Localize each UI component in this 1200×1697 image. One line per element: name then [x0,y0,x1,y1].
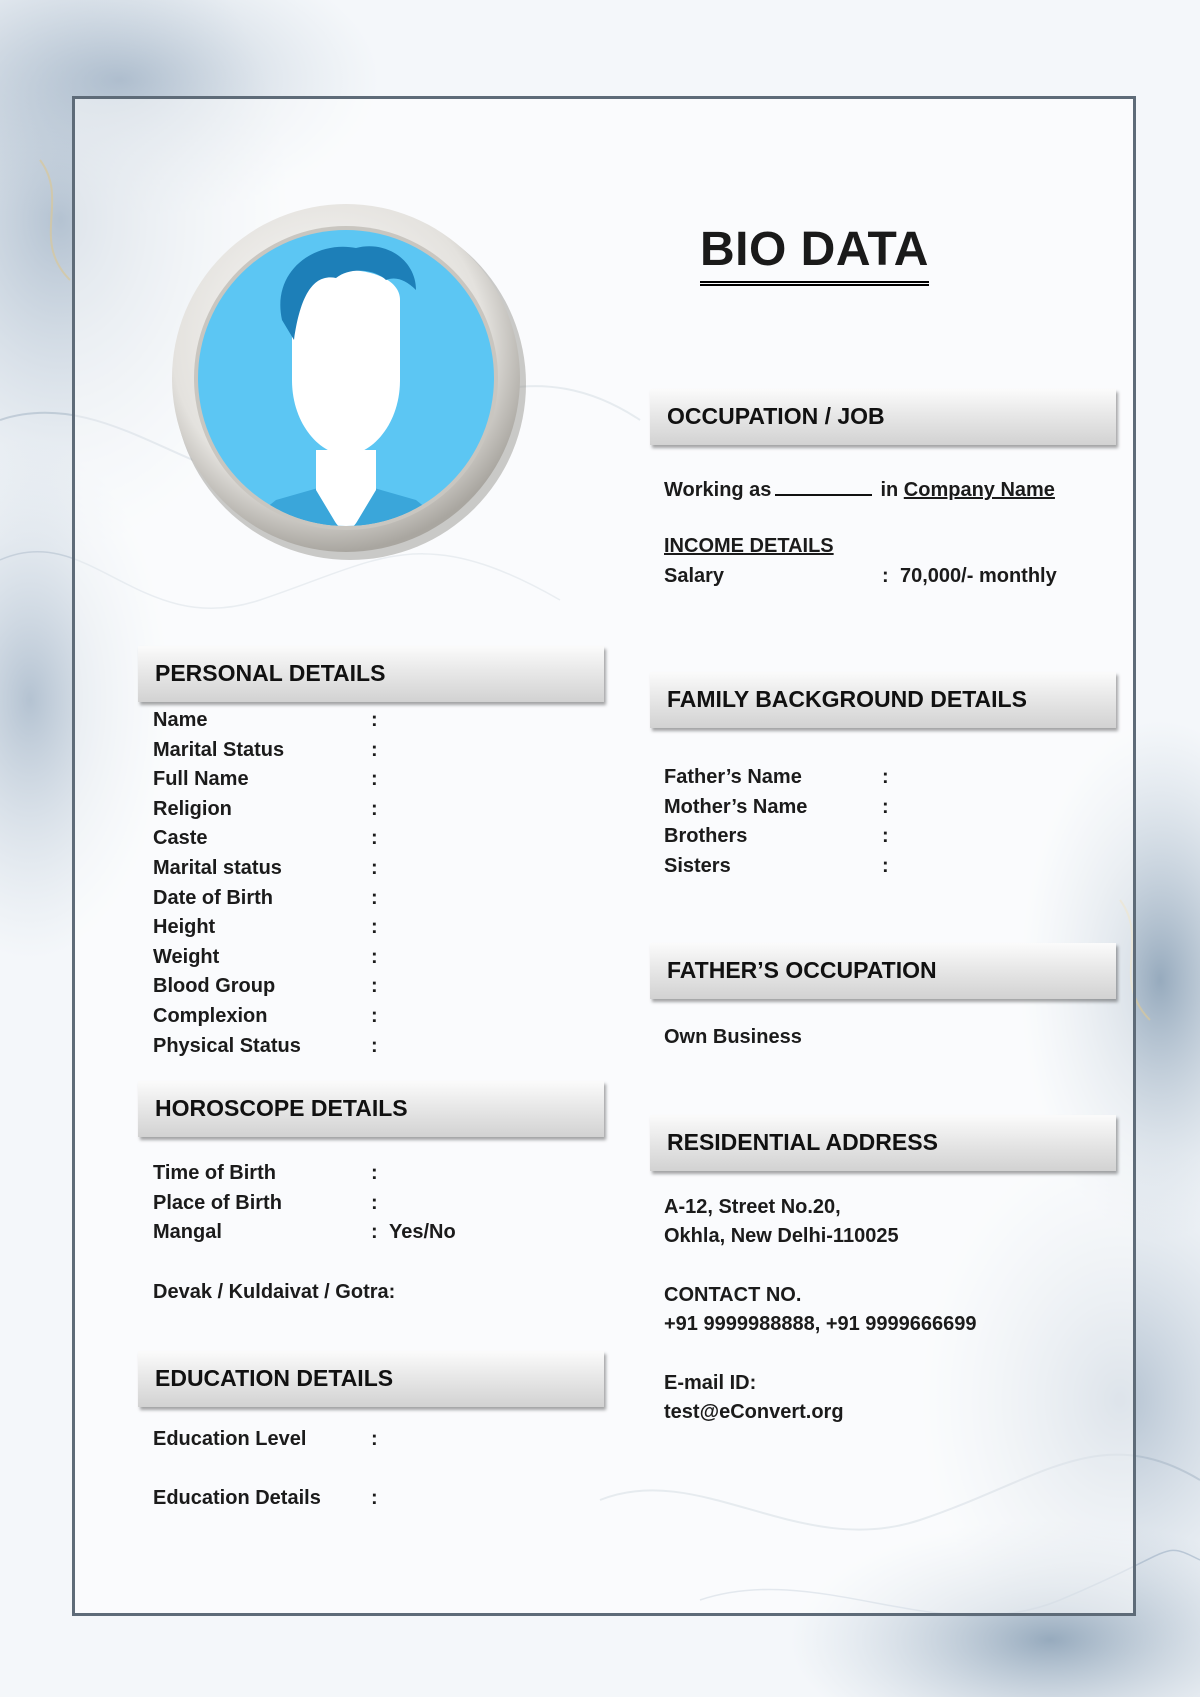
personal-field-colon: : [371,827,378,850]
personal-field-row [153,886,573,910]
personal-field-row [153,1004,573,1028]
family-field-colon: : [882,795,889,818]
personal-field-row [153,708,573,732]
address-line-2: Okhla, New Delhi-110025 [664,1225,899,1247]
family-field-label: Father’s Name [664,766,802,788]
horoscope-field-colon: : [371,1162,378,1184]
education-section-header: EDUCATION DETAILS [138,1351,604,1407]
email-label: E-mail ID: [664,1372,757,1394]
personal-field-colon: : [371,975,378,998]
personal-field-colon: : [371,886,378,909]
father-occupation-value: Own Business [664,1026,802,1048]
company-name: Company Name [903,479,1055,501]
personal-field-label: Marital status [153,857,282,879]
horoscope-field-row [153,1220,573,1244]
horoscope-section-header: HOROSCOPE DETAILS [138,1081,604,1137]
personal-field-row [153,1034,573,1058]
salary-row [664,564,1084,588]
personal-field-label: Physical Status [153,1034,301,1057]
salary-label: Salary [664,565,725,587]
father-occupation-section-header: FATHER’S OCCUPATION [650,943,1116,999]
personal-field-label: Religion [153,797,232,820]
salary-colon: : [882,565,889,587]
education-field-label: Education Level [153,1428,307,1450]
personal-field-colon: : [371,1034,378,1057]
in-label: in [880,479,899,501]
personal-field-colon: : [371,709,378,731]
family-field-colon: : [882,766,889,788]
education-field-row [153,1486,573,1510]
personal-field-row [153,738,573,762]
personal-field-label: Height [153,916,216,939]
personal-field-label: Blood Group [153,975,276,998]
personal-field-label: Date of Birth [153,886,273,909]
personal-field-row [153,974,573,998]
horoscope-field-label: Time of Birth [153,1162,276,1184]
personal-field-row [153,856,573,880]
personal-details-section-header: PERSONAL DETAILS [138,646,604,702]
family-field-colon: : [882,825,889,847]
family-field-row [664,795,1084,819]
contact-label: CONTACT NO. [664,1284,802,1306]
personal-field-colon: : [371,768,378,791]
personal-field-label: Full Name [153,768,249,791]
email-value: test@eConvert.org [664,1401,844,1423]
personal-field-label: Weight [153,945,220,968]
income-details-heading: INCOME DETAILS [664,535,834,557]
personal-field-colon: : [371,857,378,879]
family-field-row [664,854,1084,878]
family-field-row [664,824,1084,848]
personal-field-colon: : [371,797,378,820]
personal-field-row [153,915,573,939]
personal-field-colon: : [371,738,378,761]
user-avatar-icon [166,200,526,560]
family-field-colon: : [882,854,889,877]
page-title: BIO DATA [700,222,929,286]
horoscope-field-value: Yes/No [389,1221,456,1243]
horoscope-field-label: Place of Birth [153,1191,282,1214]
personal-field-colon: : [371,916,378,939]
education-field-row [153,1427,573,1451]
family-field-label: Brothers [664,825,748,847]
personal-field-label: Marital Status [153,738,285,761]
personal-field-colon: : [371,1005,378,1027]
personal-field-colon: : [371,945,378,968]
horoscope-field-row [153,1191,573,1215]
contact-value: +91 9999988888, +91 9999666699 [664,1313,977,1335]
family-field-row [664,765,1084,789]
gotra-label: Devak / Kuldaivat / Gotra: [153,1281,396,1303]
horoscope-field-colon: : [371,1221,378,1243]
family-section-header: FAMILY BACKGROUND DETAILS [650,672,1116,728]
personal-field-label: Caste [153,827,208,850]
education-field-label: Education Details [153,1487,321,1509]
horoscope-field-label: Mangal [153,1221,222,1243]
personal-field-row [153,767,573,791]
family-field-label: Mother’s Name [664,795,808,818]
family-field-label: Sisters [664,854,731,877]
working-as-label: Working as [664,479,772,501]
horoscope-field-row [153,1161,573,1185]
address-section-header: RESIDENTIAL ADDRESS [650,1115,1116,1171]
address-line-1: A-12, Street No.20, [664,1196,841,1218]
personal-field-row [153,945,573,969]
occupation-section-header: OCCUPATION / JOB [650,389,1116,445]
salary-value: 70,000/- monthly [900,565,1057,587]
working-as-row [664,476,1055,502]
personal-field-label: Complexion [153,1005,268,1027]
job-title-blank [775,476,872,496]
personal-field-row [153,797,573,821]
personal-field-row [153,826,573,850]
horoscope-field-colon: : [371,1191,378,1214]
personal-field-label: Name [153,709,208,731]
education-field-colon: : [371,1487,378,1509]
education-field-colon: : [371,1428,378,1450]
